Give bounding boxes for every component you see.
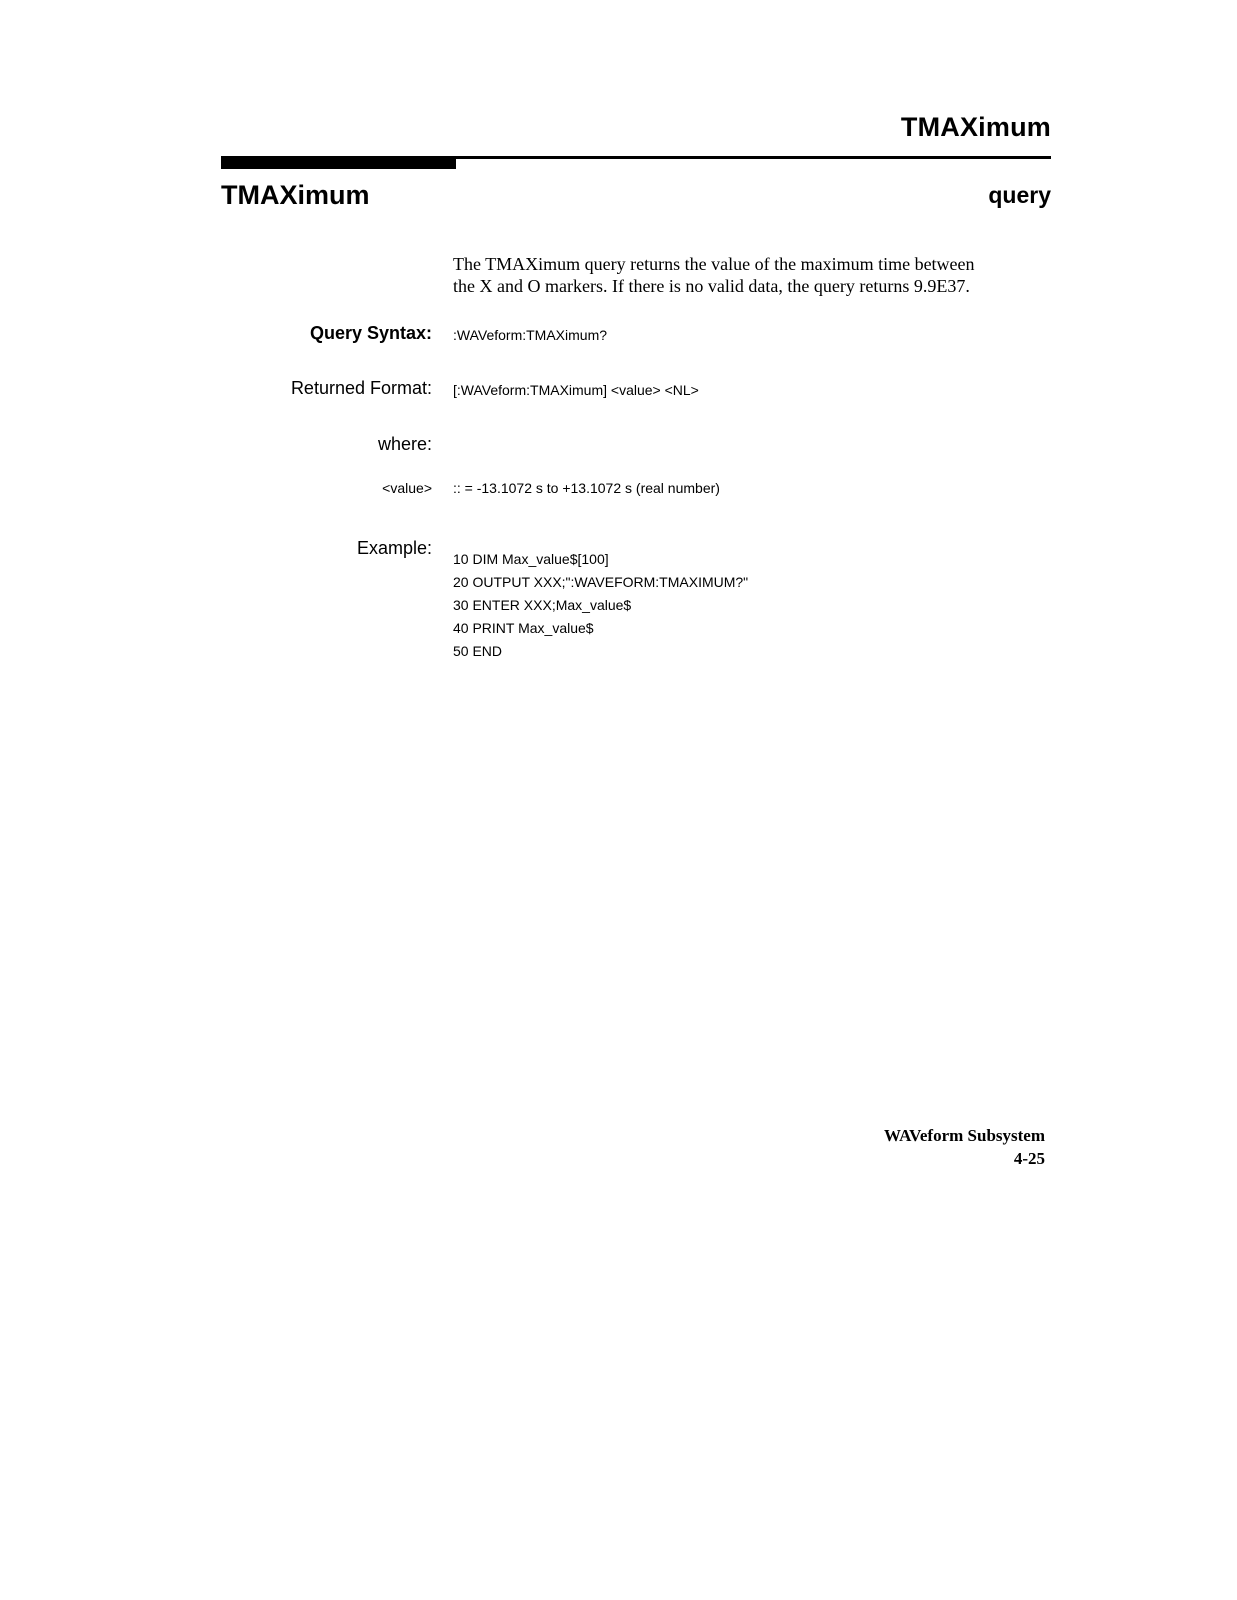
query-syntax-value: :WAVeform:TMAXimum?: [453, 327, 608, 343]
returned-format-value: [:WAVeform:TMAXimum] <value> <NL>: [453, 382, 699, 398]
example-line: 50 END: [453, 643, 503, 659]
description: [453, 253, 1053, 297]
example-line: 10 DIM Max_value$[100]: [453, 551, 609, 567]
section-title: TMAXimum: [221, 180, 370, 210]
example-label: Example:: [356, 538, 432, 558]
example-line: 40 PRINT Max_value$: [453, 620, 594, 636]
example-line: 30 ENTER XXX;Max_value$: [453, 597, 632, 613]
footer-section-name: WAVeform Subsystem: [883, 1126, 1045, 1145]
header-rule-accent: [221, 156, 456, 169]
description-line: The TMAXimum query returns the value of the maximum time between: [453, 254, 975, 274]
where-label: where:: [377, 434, 432, 454]
returned-format-label: Returned Format:: [290, 378, 432, 398]
value-label: <value>: [382, 480, 432, 496]
query-syntax-label: Query Syntax:: [309, 323, 432, 343]
example-code: [453, 548, 748, 663]
example-line: 20 OUTPUT XXX;":WAVEFORM:TMAXIMUM?": [453, 574, 749, 590]
value-definition: :: = -13.1072 s to +13.1072 s (real number): [453, 480, 720, 496]
description-line: the X and O markers. If there is no valid data, the query returns 9.9E37.: [453, 276, 970, 296]
section-type: query: [988, 182, 1051, 208]
page-header-title: TMAXimum: [900, 112, 1051, 142]
footer-page-number: 4-25: [1013, 1149, 1045, 1168]
